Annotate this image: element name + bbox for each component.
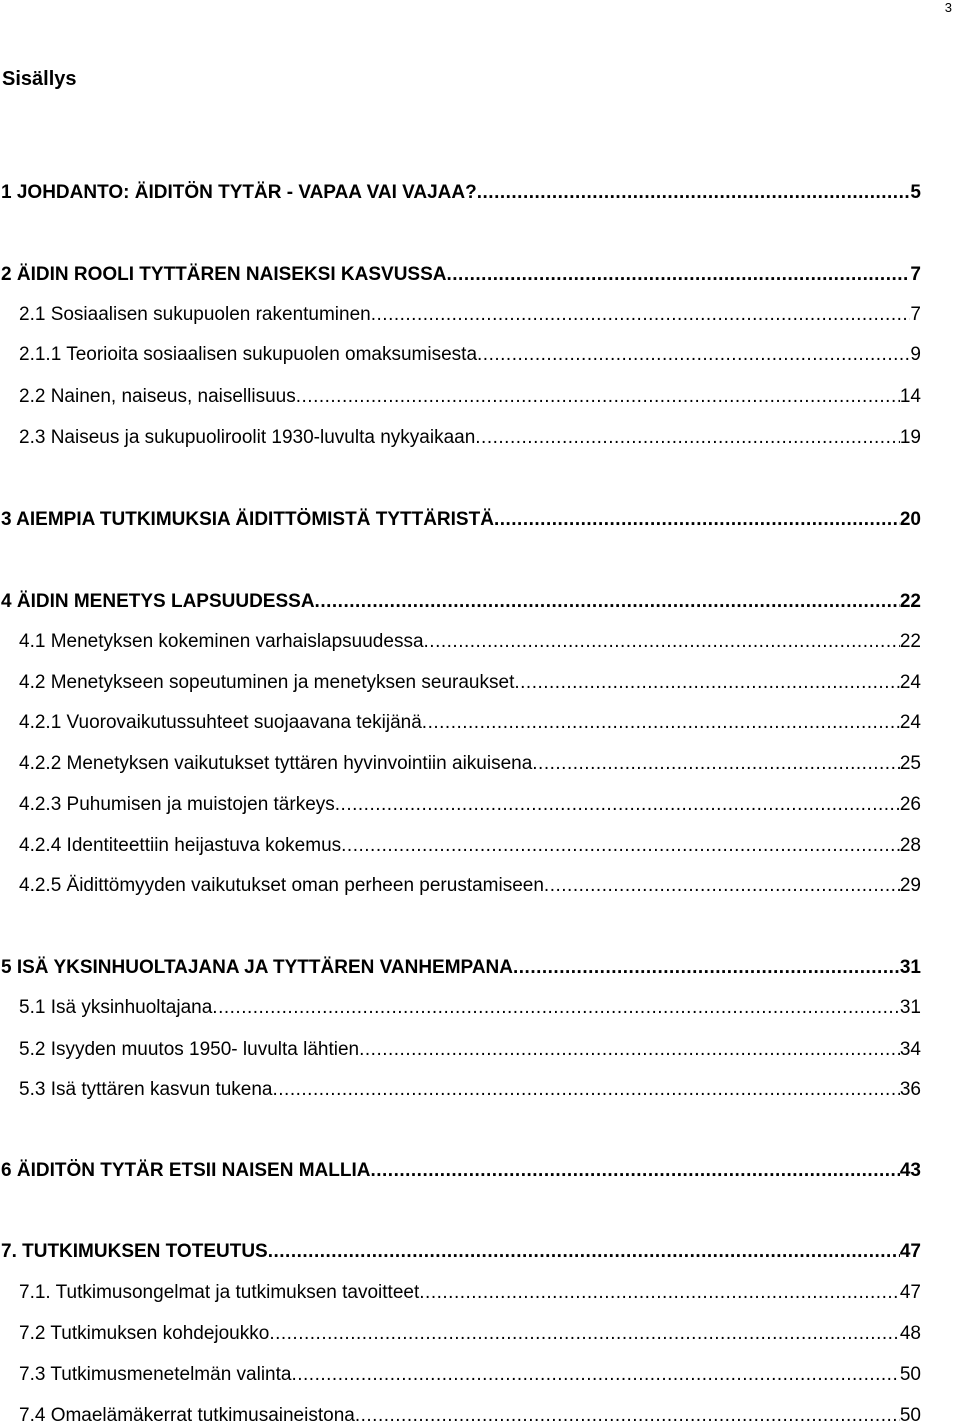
toc-dot-leader xyxy=(315,590,900,614)
toc-entry-page: 9 xyxy=(910,344,921,365)
toc-entry-title: 4.2.3 Puhumisen ja muistojen tärkeys xyxy=(19,794,335,815)
toc-entry-title: 7. TUTKIMUKSEN TOTEUTUS xyxy=(1,1241,268,1262)
toc-entry[interactable] xyxy=(19,630,921,654)
toc-entry-page: 24 xyxy=(899,672,921,693)
toc-entry-title: 7.4 Omaelämäkerrat tutkimusaineistona xyxy=(19,1405,355,1426)
toc-entry[interactable] xyxy=(19,1363,921,1387)
toc-dot-leader xyxy=(419,1281,900,1305)
toc-entry[interactable] xyxy=(19,426,921,450)
toc-entry[interactable] xyxy=(1,263,921,287)
toc-entry-title: 4.2.4 Identiteettiin heijastuva kokemus xyxy=(19,835,342,856)
toc-entry[interactable] xyxy=(19,1281,921,1305)
toc-entry[interactable] xyxy=(19,385,921,409)
toc-entry-title: 4.1 Menetyksen kokeminen varhaislapsuudessa xyxy=(19,631,424,652)
toc-entry[interactable] xyxy=(19,752,921,776)
toc-entry-title: 3 AIEMPIA TUTKIMUKSIA ÄIDITTÖMISTÄ TYTTÄRISTÄ xyxy=(1,509,494,530)
toc-entry-title: 4.2 Menetykseen sopeutuminen ja menetyksen seuraukset xyxy=(19,672,515,693)
toc-entry[interactable] xyxy=(19,711,921,735)
toc-entry[interactable] xyxy=(19,303,921,327)
toc-dot-leader xyxy=(269,1322,900,1346)
toc-entry-page: 5 xyxy=(910,182,921,203)
toc-entry-title: 7.1. Tutkimusongelmat ja tutkimuksen tavoitteet xyxy=(19,1282,420,1303)
toc-entry[interactable] xyxy=(1,1240,921,1264)
toc-dot-leader xyxy=(514,671,900,695)
toc-dot-leader xyxy=(532,752,900,776)
toc-entry-title: 1 JOHDANTO: ÄIDITÖN TYTÄR - VAPAA VAI VAJAA? xyxy=(1,182,477,203)
toc-entry-page: 48 xyxy=(899,1323,921,1344)
toc-dot-leader xyxy=(291,1363,899,1387)
toc-dot-leader xyxy=(513,956,900,980)
toc-dot-leader xyxy=(447,263,911,287)
toc-entry-title: 7.3 Tutkimusmenetelmän valinta xyxy=(19,1364,292,1385)
toc-dot-leader xyxy=(335,793,900,817)
toc-title: Sisällys xyxy=(2,68,77,90)
toc-entry-page: 43 xyxy=(899,1160,921,1181)
toc-entry-title: 6 ÄIDITÖN TYTÄR ETSII NAISEN MALLIA xyxy=(1,1160,371,1181)
toc-entry-page: 19 xyxy=(899,427,921,448)
toc-entry-page: 34 xyxy=(899,1039,921,1060)
toc-dot-leader xyxy=(341,834,900,858)
toc-entry-page: 50 xyxy=(899,1364,921,1385)
toc-entry-page: 28 xyxy=(899,835,921,856)
toc-entry-page: 22 xyxy=(899,631,921,652)
toc-dot-leader xyxy=(273,1078,900,1102)
toc-entry-page: 25 xyxy=(899,753,921,774)
toc-entry-page: 31 xyxy=(899,997,921,1018)
toc-dot-leader xyxy=(544,874,900,898)
toc-entry[interactable] xyxy=(19,1404,921,1428)
toc-dot-leader xyxy=(370,1159,899,1183)
toc-dot-leader xyxy=(477,181,911,205)
toc-entry-page: 20 xyxy=(899,509,921,530)
toc-entry[interactable] xyxy=(19,343,921,367)
toc-entry[interactable] xyxy=(19,996,921,1020)
toc-entry-title: 4.2.1 Vuorovaikutussuhteet suojaavana tekijänä xyxy=(19,712,422,733)
toc-entry-title: 2.2 Nainen, naiseus, naisellisuus xyxy=(19,386,296,407)
toc-entry-title: 4.2.5 Äidittömyyden vaikutukset oman perheen perustamiseen xyxy=(19,875,544,896)
toc-entry-page: 22 xyxy=(899,591,921,612)
toc-entry[interactable] xyxy=(1,508,921,532)
toc-entry-title: 2.1 Sosiaalisen sukupuolen rakentuminen xyxy=(19,304,371,325)
toc-entry-page: 29 xyxy=(899,875,921,896)
toc-entry-title: 5 ISÄ YKSINHUOLTAJANA JA TYTTÄREN VANHEMPANA xyxy=(1,957,513,978)
toc-entry[interactable] xyxy=(1,1159,921,1183)
toc-entry-title: 5.1 Isä yksinhuoltajana xyxy=(19,997,213,1018)
toc-dot-leader xyxy=(422,711,900,735)
toc-entry-page: 14 xyxy=(899,386,921,407)
toc-entry-page: 7 xyxy=(910,304,921,325)
toc-entry-title: 2.1.1 Teorioita sosiaalisen sukupuolen omaksumisesta xyxy=(19,344,478,365)
toc-dot-leader xyxy=(355,1404,900,1428)
toc-entry[interactable] xyxy=(19,1322,921,1346)
toc-dot-leader xyxy=(371,303,911,327)
toc-dot-leader xyxy=(424,630,900,654)
toc-entry[interactable] xyxy=(19,874,921,898)
toc-entry[interactable] xyxy=(19,834,921,858)
toc-entry[interactable] xyxy=(1,181,921,205)
toc-entry-page: 47 xyxy=(899,1282,921,1303)
toc-entry-title: 4.2.2 Menetyksen vaikutukset tyttären hyvinvointiin aikuisena xyxy=(19,753,533,774)
toc-entry[interactable] xyxy=(1,956,921,980)
toc-entry-page: 36 xyxy=(899,1079,921,1100)
toc-dot-leader xyxy=(296,385,900,409)
toc-entry[interactable] xyxy=(19,1038,921,1062)
toc-dot-leader xyxy=(212,996,900,1020)
toc-dot-leader xyxy=(475,426,900,450)
toc-entry-title: 7.2 Tutkimuksen kohdejoukko xyxy=(19,1323,270,1344)
toc-entry-page: 47 xyxy=(899,1241,921,1262)
toc-entry-title: 2 ÄIDIN ROOLI TYTTÄREN NAISEKSI KASVUSSA xyxy=(1,264,447,285)
toc-entry-title: 2.3 Naiseus ja sukupuoliroolit 1930-luvulta nykyaikaan xyxy=(19,427,476,448)
toc-entry-page: 7 xyxy=(910,264,921,285)
toc-entry[interactable] xyxy=(19,671,921,695)
toc-entry[interactable] xyxy=(19,1078,921,1102)
toc-dot-leader xyxy=(477,343,910,367)
toc-entry-page: 24 xyxy=(899,712,921,733)
toc-dot-leader xyxy=(268,1240,900,1264)
toc-entry-title: 5.2 Isyyden muutos 1950- luvulta lähtien xyxy=(19,1039,360,1060)
toc-dot-leader xyxy=(359,1038,900,1062)
toc-entry-page: 26 xyxy=(899,794,921,815)
toc-entry[interactable] xyxy=(19,793,921,817)
toc-entry-title: 4 ÄIDIN MENETYS LAPSUUDESSA xyxy=(1,591,315,612)
toc-dot-leader xyxy=(494,508,900,532)
toc-entry-page: 31 xyxy=(899,957,921,978)
page-number: 3 xyxy=(944,0,952,15)
toc-entry-title: 5.3 Isä tyttären kasvun tukena xyxy=(19,1079,273,1100)
toc-entry-page: 50 xyxy=(899,1405,921,1426)
toc-entry[interactable] xyxy=(1,590,921,614)
